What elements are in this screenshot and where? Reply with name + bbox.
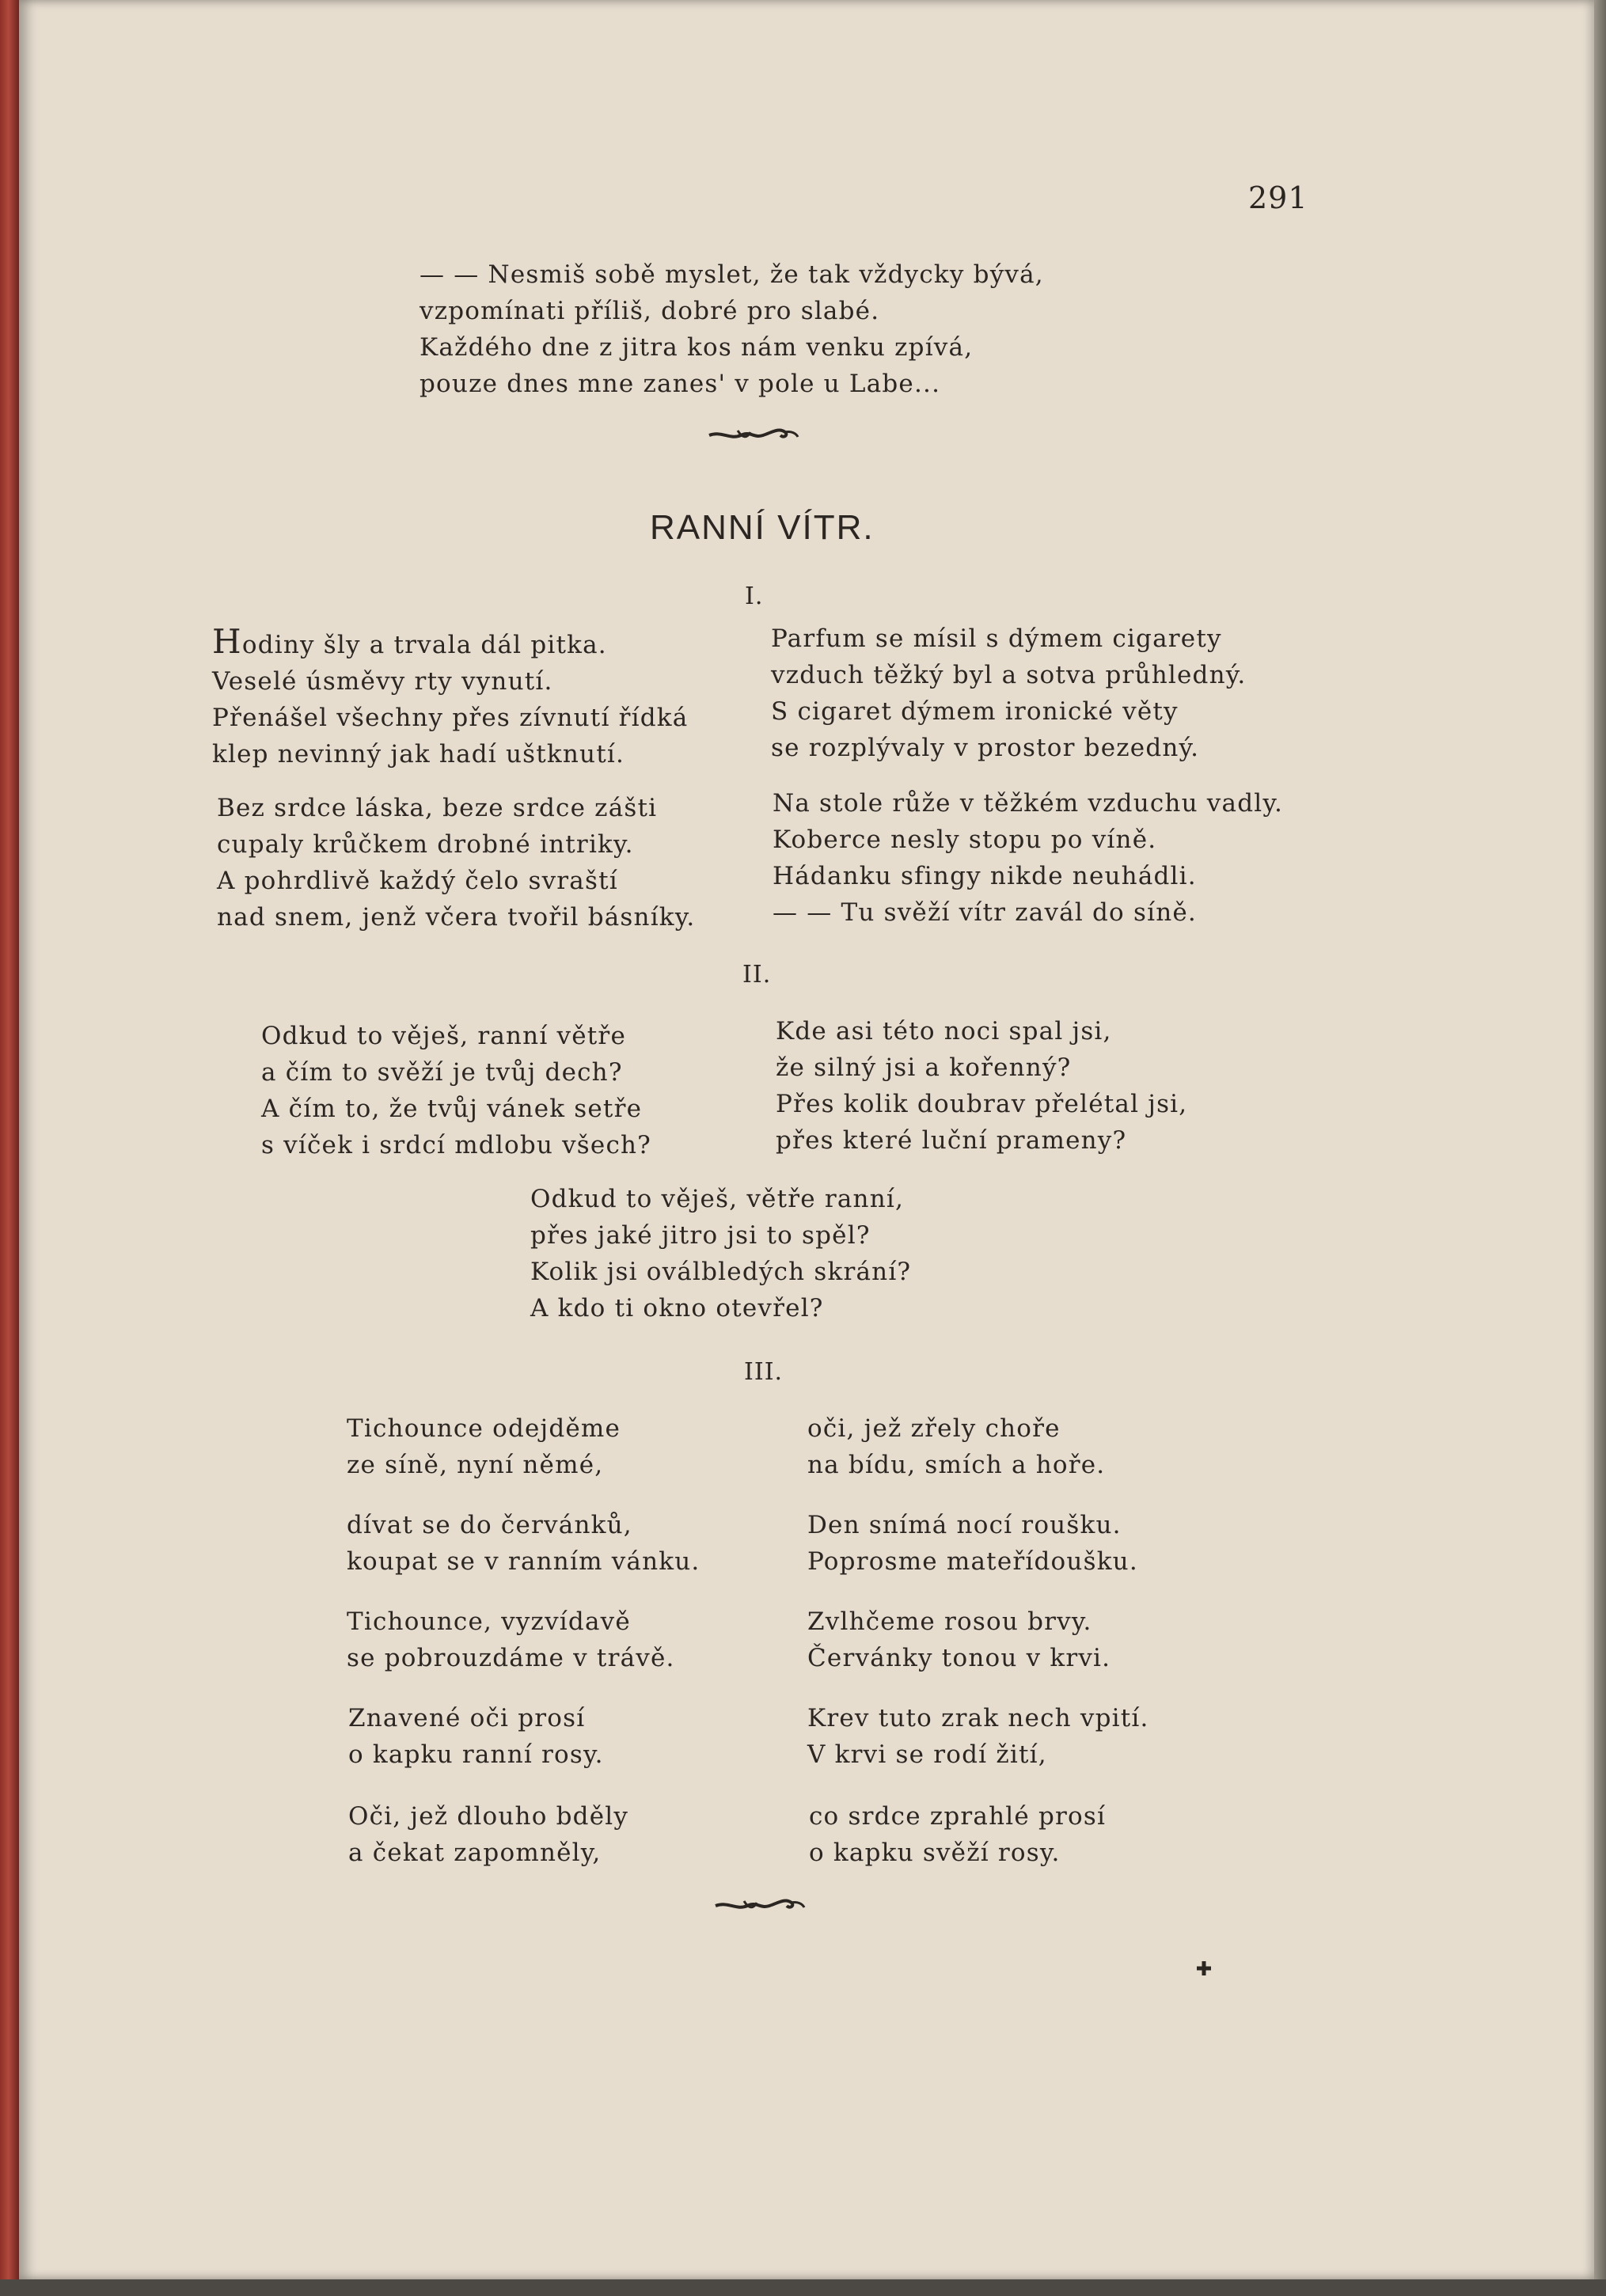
verse-line: Odkud to věješ, ranní větře — [261, 1022, 626, 1050]
verse-line: — — Tu svěží vítr zavál do síně. — [773, 898, 1197, 927]
verse-line: ze síně, nyní němé, — [347, 1451, 604, 1479]
verse-line: Na stole růže v těžkém vzduchu vadly. — [773, 789, 1284, 818]
section-numeral: II. — [742, 961, 772, 989]
verse-line: Červánky tonou v krvi. — [807, 1644, 1111, 1672]
verse-line: co srdce zprahlé prosí — [809, 1802, 1107, 1831]
verse-line: a čekat zapomněly, — [348, 1839, 602, 1867]
verse-line: s víček i srdcí mdlobu všech? — [261, 1131, 652, 1159]
page-bottom-edge — [0, 2279, 1606, 2296]
section-3-left-couplet-2 — [347, 1507, 700, 1580]
section-2-left-stanza — [261, 1018, 651, 1163]
verse-line: Každého dne z jitra kos nám venku zpívá, — [420, 333, 974, 362]
verse-line: dívat se do červánků, — [347, 1511, 632, 1539]
verse-line: koupat se v ranním vánku. — [347, 1547, 700, 1576]
verse-line-rest: odiny šly a trvala dál pitka. — [241, 631, 607, 659]
book-spine-edge — [0, 0, 19, 2296]
verse-line: na bídu, smích a hoře. — [807, 1451, 1106, 1479]
verse-line: Oči, jež dlouho bděly — [348, 1802, 629, 1831]
verse-line: A kdo ti okno otevřel? — [530, 1294, 824, 1323]
section-3-right-couplet-3 — [807, 1603, 1111, 1676]
page-edge — [1594, 0, 1606, 2296]
verse-line: o kapku ranní rosy. — [348, 1740, 604, 1769]
verse-line: Koberce nesly stopu po víně. — [773, 825, 1157, 854]
section-1-left-stanza-1 — [212, 624, 688, 772]
section-numeral: I. — [745, 583, 764, 610]
verse-line: se pobrouzdáme v trávě. — [347, 1644, 675, 1672]
printer-mark-icon — [1195, 1960, 1213, 1977]
verse-line: vzduch těžký byl a sotva průhledný. — [771, 661, 1247, 689]
verse-line: vzpomínati příliš, dobré pro slabé. — [420, 297, 880, 325]
section-numeral: III. — [744, 1358, 784, 1386]
verse-line: že silný jsi a kořenný? — [776, 1053, 1072, 1082]
verse-line: nad snem, jenž včera tvořil básníky. — [217, 903, 696, 932]
verse-line: Odkud to věješ, větře ranní, — [530, 1185, 905, 1213]
verse-line: Poprosme mateřídoušku. — [807, 1547, 1138, 1576]
poem-title: RANNÍ VÍTR. — [650, 508, 875, 547]
section-3-right-couplet-2 — [807, 1507, 1138, 1580]
section-3-left-couplet-3 — [347, 1603, 675, 1676]
section-1-left-stanza-2 — [217, 790, 695, 935]
verse-line: cupaly krůčkem drobné intriky. — [217, 830, 634, 859]
verse-line: S cigaret dýmem ironické věty — [771, 697, 1179, 726]
verse-line: Znavené oči prosí — [348, 1704, 586, 1732]
verse-line: Přenášel všechny přes zívnutí řídká — [212, 704, 689, 732]
verse-line: — — Nesmiš sobě myslet, že tak vždycky bývá, — [420, 260, 1044, 289]
verse-line: přes jaké jitro jsi to spěl? — [530, 1221, 871, 1250]
verse-line: se rozplývaly v prostor bezedný. — [771, 734, 1200, 762]
initial-letter: H — [212, 622, 242, 661]
section-3-left-couplet-1 — [347, 1410, 621, 1483]
verse-line — [212, 624, 688, 663]
section-3-left-couplet-5 — [348, 1798, 628, 1871]
page-number: 291 — [1248, 180, 1308, 215]
verse-line: Tichounce, vyzvídavě — [347, 1607, 631, 1636]
verse-line: V krvi se rodí žití, — [807, 1740, 1047, 1769]
verse-line: Kolik jsi oválbledých skrání? — [530, 1258, 912, 1286]
section-3-right-couplet-4 — [807, 1700, 1149, 1773]
verse-line: Zvlhčeme rosou brvy. — [807, 1607, 1092, 1636]
section-1-right-stanza-2 — [773, 785, 1283, 931]
verse-line: Kde asi této noci spal jsi, — [776, 1017, 1112, 1046]
verse-line: Bez srdce láska, beze srdce zášti — [217, 794, 658, 822]
verse-line: Den snímá nocí roušku. — [807, 1511, 1122, 1539]
verse-line: Tichounce odejděme — [347, 1414, 621, 1443]
verse-line: přes které luční prameny? — [776, 1126, 1127, 1155]
section-2-right-stanza — [776, 1013, 1187, 1159]
section-3-left-couplet-4 — [348, 1700, 604, 1773]
verse-line: Krev tuto zrak nech vpití. — [807, 1704, 1149, 1732]
verse-line: Přes kolik doubrav přelétal jsi, — [776, 1090, 1188, 1118]
verse-line: Hádanku sfingy nikde neuhádli. — [773, 862, 1197, 890]
verse-line: pouze dnes mne zanes' v pole u Labe... — [420, 370, 941, 398]
verse-line: Parfum se mísil s dýmem cigarety — [771, 624, 1222, 653]
verse-line: o kapku svěží rosy. — [809, 1839, 1061, 1867]
verse-line: A čím to, že tvůj vánek setře — [261, 1095, 643, 1123]
section-2-center-stanza — [530, 1181, 911, 1326]
section-3-right-couplet-5 — [809, 1798, 1106, 1871]
section-3-right-couplet-1 — [807, 1410, 1105, 1483]
section-1-right-stanza-1 — [771, 620, 1246, 766]
book-page — [19, 0, 1594, 2279]
opening-stanza — [420, 256, 1044, 402]
vine-ornament-icon — [706, 421, 801, 446]
verse-line: a čím to svěží je tvůj dech? — [261, 1058, 623, 1087]
verse-line: A pohrdlivě každý čelo svraští — [217, 867, 618, 895]
verse-line: klep nevinný jak hadí uštknutí. — [212, 740, 625, 768]
vine-ornament-icon — [712, 1892, 807, 1917]
verse-line: oči, jež zřely choře — [807, 1414, 1061, 1443]
verse-line: Veselé úsměvy rty vynutí. — [212, 667, 553, 696]
